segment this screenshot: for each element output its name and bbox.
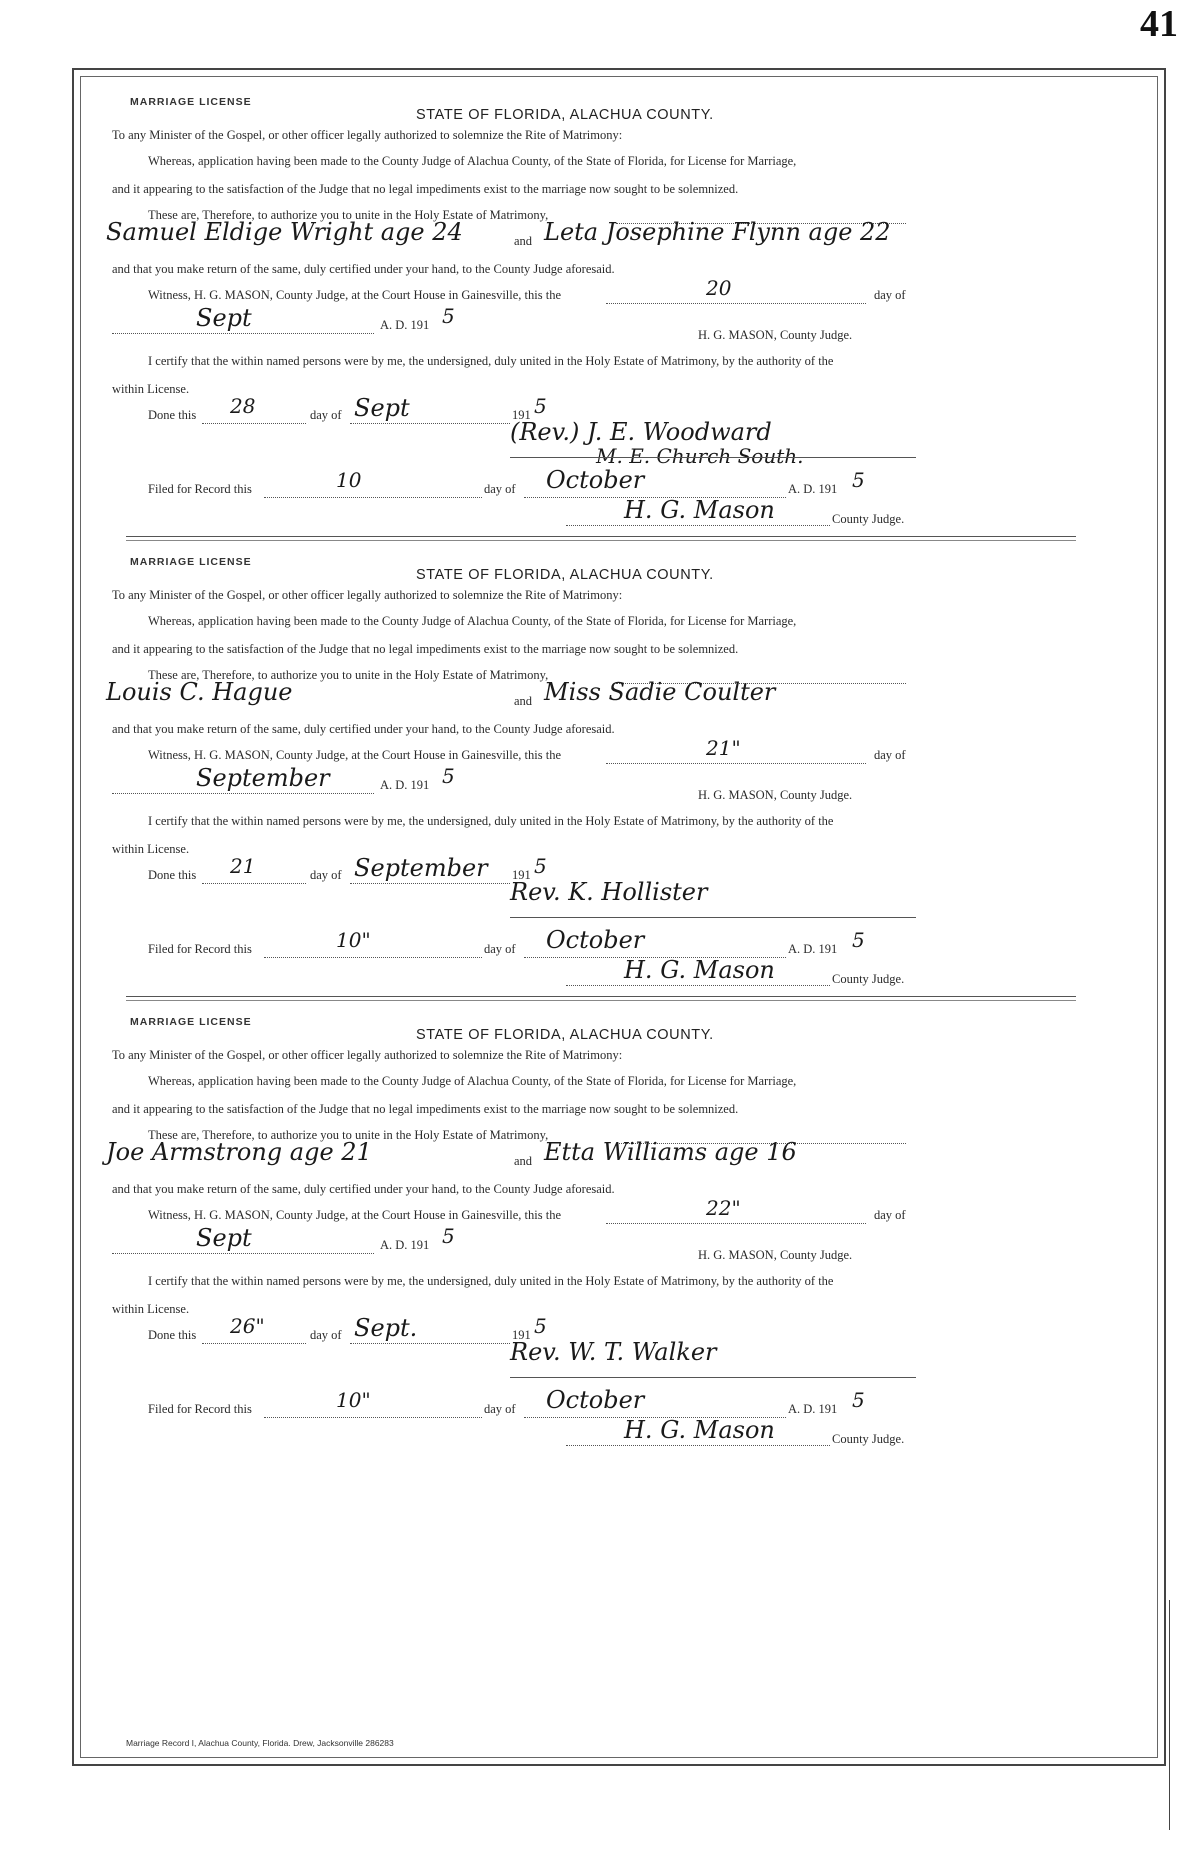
address-line: To any Minister of the Gospel, or other officer legally authorized to solemnize the Rite of Matrimony: <box>112 128 623 142</box>
judge-signature: H. G. Mason <box>624 1416 775 1444</box>
within-license: within License. <box>112 1302 190 1316</box>
done-month: September <box>354 854 488 882</box>
certify-line: I certify that the within named persons were by me, the undersigned, duly united in the Holy Estate of Matrimony, by the authority of the <box>148 814 834 828</box>
witness-line: Witness, H. G. MASON, County Judge, at the Court House in Gainesville, this the <box>148 288 562 302</box>
state-title: STATE OF FLORIDA, ALACHUA COUNTY. <box>416 1027 714 1043</box>
filed-day-of: day of <box>484 1402 516 1416</box>
officiant-signature: Rev. W. T. Walker <box>510 1338 717 1366</box>
return-line: and that you make return of the same, duly certified under your hand, to the County Judge aforesaid. <box>112 1182 615 1196</box>
bride-name: Etta Williams age 16 <box>544 1138 797 1166</box>
witness-year: 5 <box>442 1224 455 1248</box>
and-word: and <box>514 694 533 708</box>
filed-for-record: Filed for Record this <box>148 942 252 956</box>
whereas-line-2: and it appearing to the satisfaction of the Judge that no legal impediments exist to the marriage now sought to be solemnized. <box>112 642 739 656</box>
witness-month: Sept <box>196 304 252 332</box>
filed-month: October <box>546 926 645 954</box>
return-line: and that you make return of the same, duly certified under your hand, to the County Judge aforesaid. <box>112 722 615 736</box>
within-license: within License. <box>112 382 190 396</box>
state-title: STATE OF FLORIDA, ALACHUA COUNTY. <box>416 107 714 123</box>
address-line: To any Minister of the Gospel, or other officer legally authorized to solemnize the Rite of Matrimony: <box>112 1048 623 1062</box>
filed-for-record: Filed for Record this <box>148 482 252 496</box>
witness-month: Sept <box>196 1224 252 1252</box>
certify-line: I certify that the within named persons were by me, the undersigned, duly united in the Holy Estate of Matrimony, by the authority of the <box>148 1274 834 1288</box>
therefore-line: These are, Therefore, to authorize you to unite in the Holy Estate of Matrimony, <box>148 1128 549 1142</box>
witness-year: 5 <box>442 304 455 328</box>
groom-name: Samuel Eldige Wright age 24 <box>106 218 463 246</box>
witness-day: 20 <box>706 276 732 300</box>
done-day-of: day of <box>310 1328 342 1342</box>
page-number: 41 <box>1140 3 1178 45</box>
done-this: Done this <box>148 408 197 422</box>
license-header: MARRIAGE LICENSE <box>130 96 252 108</box>
filed-year: 5 <box>852 468 865 492</box>
judge-title: H. G. MASON, County Judge. <box>698 1248 853 1262</box>
filed-month: October <box>546 1386 645 1414</box>
filed-day: 10" <box>336 928 371 952</box>
done-year: 5 <box>534 854 547 878</box>
done-year-prefix: 191 <box>512 1328 531 1342</box>
ad-prefix: A. D. 191 <box>380 778 430 792</box>
therefore-line: These are, Therefore, to authorize you to unite in the Holy Estate of Matrimony, <box>148 668 549 682</box>
footer-imprint: Marriage Record I, Alachua County, Florida. Drew, Jacksonville 286283 <box>126 1738 394 1748</box>
judge-title: H. G. MASON, County Judge. <box>698 328 853 342</box>
page-edge-line <box>1167 1600 1170 1830</box>
witness-year: 5 <box>442 764 455 788</box>
witness-day: 21" <box>706 736 741 760</box>
return-line: and that you make return of the same, duly certified under your hand, to the County Judge aforesaid. <box>112 262 615 276</box>
therefore-line: These are, Therefore, to authorize you to unite in the Holy Estate of Matrimony, <box>148 208 549 222</box>
done-year: 5 <box>534 394 547 418</box>
done-month: Sept. <box>354 1314 418 1342</box>
witness-line: Witness, H. G. MASON, County Judge, at the Court House in Gainesville, this the <box>148 1208 562 1222</box>
license-header: MARRIAGE LICENSE <box>130 556 252 568</box>
done-year-prefix: 191 <box>512 868 531 882</box>
within-license: within License. <box>112 842 190 856</box>
day-of: day of <box>874 748 906 762</box>
filed-month: October <box>546 466 645 494</box>
ad-prefix: A. D. 191 <box>380 318 430 332</box>
and-word: and <box>514 1154 533 1168</box>
ad-prefix: A. D. 191 <box>380 1238 430 1252</box>
whereas-line-2: and it appearing to the satisfaction of the Judge that no legal impediments exist to the marriage now sought to be solemnized. <box>112 1102 739 1116</box>
state-title: STATE OF FLORIDA, ALACHUA COUNTY. <box>416 567 714 583</box>
bride-name: Leta Josephine Flynn age 22 <box>544 218 891 246</box>
filed-for-record: Filed for Record this <box>148 1402 252 1416</box>
filed-day: 10" <box>336 1388 371 1412</box>
done-day-of: day of <box>310 868 342 882</box>
judge-signature: H. G. Mason <box>624 496 775 524</box>
marriage-license-1 <box>106 96 1076 636</box>
officiant-signature: (Rev.) J. E. Woodward <box>510 418 772 446</box>
filed-year: 5 <box>852 928 865 952</box>
groom-name: Joe Armstrong age 21 <box>106 1138 372 1166</box>
whereas-line-1: Whereas, application having been made to the County Judge of Alachua County, of the State of Florida, for License for Marriage, <box>148 1074 797 1088</box>
filed-ad: A. D. 191 <box>788 1402 838 1416</box>
county-judge-label: County Judge. <box>832 1432 905 1446</box>
judge-signature: H. G. Mason <box>624 956 775 984</box>
done-this: Done this <box>148 1328 197 1342</box>
whereas-line-2: and it appearing to the satisfaction of the Judge that no legal impediments exist to the marriage now sought to be solemnized. <box>112 182 739 196</box>
done-day-of: day of <box>310 408 342 422</box>
county-judge-label: County Judge. <box>832 512 905 526</box>
and-word: and <box>514 234 533 248</box>
done-day: 28 <box>230 394 256 418</box>
done-this: Done this <box>148 868 197 882</box>
whereas-line-1: Whereas, application having been made to the County Judge of Alachua County, of the State of Florida, for License for Marriage, <box>148 614 797 628</box>
marriage-license-3 <box>106 1016 1076 1556</box>
witness-day: 22" <box>706 1196 741 1220</box>
filed-ad: A. D. 191 <box>788 942 838 956</box>
marriage-license-2 <box>106 556 1076 1096</box>
bride-name: Miss Sadie Coulter <box>544 678 776 706</box>
filed-day-of: day of <box>484 482 516 496</box>
certify-line: I certify that the within named persons were by me, the undersigned, duly united in the Holy Estate of Matrimony, by the authority of the <box>148 354 834 368</box>
done-day: 26" <box>230 1314 265 1338</box>
address-line: To any Minister of the Gospel, or other officer legally authorized to solemnize the Rite of Matrimony: <box>112 588 623 602</box>
filed-day-of: day of <box>484 942 516 956</box>
done-day: 21 <box>230 854 256 878</box>
day-of: day of <box>874 1208 906 1222</box>
done-year: 5 <box>534 1314 547 1338</box>
officiant-signature: Rev. K. Hollister <box>510 878 708 906</box>
groom-name: Louis C. Hague <box>106 678 293 706</box>
officiant-church: M. E. Church South. <box>596 444 804 468</box>
filed-day: 10 <box>336 468 362 492</box>
day-of: day of <box>874 288 906 302</box>
whereas-line-1: Whereas, application having been made to the County Judge of Alachua County, of the State of Florida, for License for Marriage, <box>148 154 797 168</box>
filed-ad: A. D. 191 <box>788 482 838 496</box>
filed-year: 5 <box>852 1388 865 1412</box>
county-judge-label: County Judge. <box>832 972 905 986</box>
done-month: Sept <box>354 394 410 422</box>
witness-month: September <box>196 764 330 792</box>
license-header: MARRIAGE LICENSE <box>130 1016 252 1028</box>
witness-line: Witness, H. G. MASON, County Judge, at the Court House in Gainesville, this the <box>148 748 562 762</box>
judge-title: H. G. MASON, County Judge. <box>698 788 853 802</box>
done-year-prefix: 191 <box>512 408 531 422</box>
